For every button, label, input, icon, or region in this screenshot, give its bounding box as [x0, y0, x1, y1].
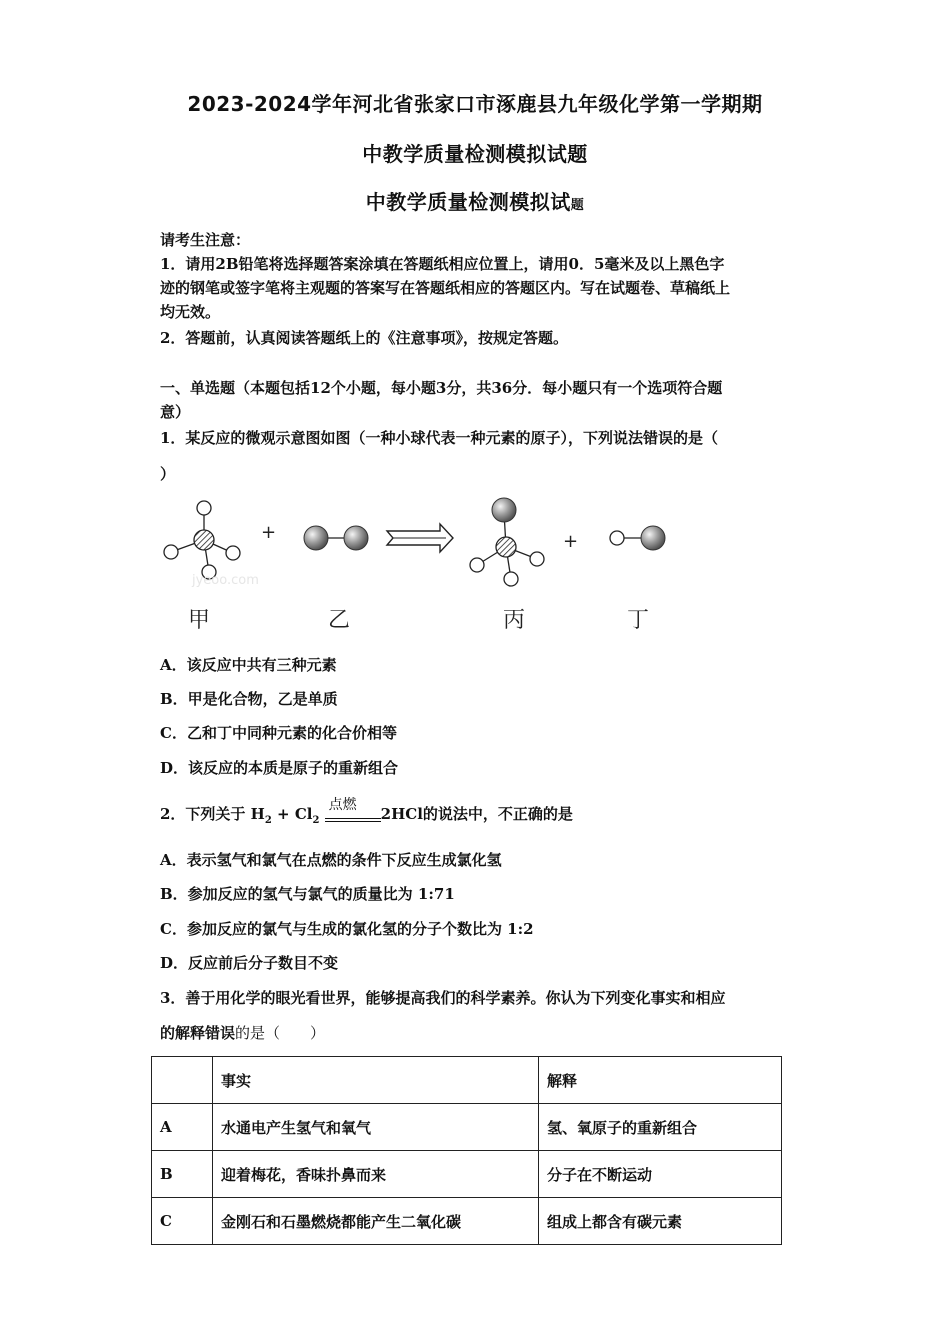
exam-title-line3-small: 题 — [570, 198, 585, 213]
molecule-yi — [304, 526, 368, 550]
table-cell: 组成上都含有碳元素 — [539, 1198, 782, 1245]
notice-heading: 请考生注意： — [160, 231, 251, 249]
table-cell: 氢、氧原子的重新组合 — [539, 1104, 782, 1151]
table-row — [152, 1104, 782, 1151]
reaction-condition — [325, 797, 381, 830]
notice-item1-line3: 均无效。 — [160, 303, 221, 321]
q3-stem-bold: 的解释错误 — [160, 1024, 236, 1042]
table-cell: 分子在不断运动 — [539, 1151, 782, 1198]
molecule-jia — [164, 501, 240, 579]
q2-option-a: A．表示氢气和氯气在点燃的条件下反应生成氯化氢 — [160, 851, 502, 869]
section1-heading-line2: 意） — [160, 403, 191, 421]
table-row — [152, 1198, 782, 1245]
q2-prefix: 2．下列关于 H — [160, 805, 265, 823]
q3-stem-rest: 的是（ ） — [235, 1024, 326, 1042]
notice-item1-line1: 1．请用2B铅笔将选择题答案涂填在答题纸相应位置上，请用0．5毫米及以上黑色字 — [160, 255, 725, 273]
table-header-cell: 事实 — [213, 1057, 539, 1104]
exam-title-line3 — [0, 186, 950, 215]
section1-heading-line1: 一、单选题（本题包括12个小题，每小题3分，共36分．每小题只有一个选项符合题 — [160, 379, 723, 397]
notice-item2: 2．答题前，认真阅读答题纸上的《注意事项》，按规定答题。 — [160, 329, 568, 347]
q1-stem-line2: ） — [160, 465, 176, 483]
q2-sub-h2: 2 — [264, 815, 272, 826]
reaction-condition-text: 点燃 — [328, 797, 357, 813]
q1-stem-line1: 1．某反应的微观示意图如图（一种小球代表一种元素的原子），下列说法错误的是（ — [160, 429, 718, 447]
q1-option-a: A．该反应中共有三种元素 — [160, 656, 337, 674]
exam-title-line2: 中教学质量检测模拟试题 — [362, 142, 588, 166]
q2-suffix: 的说法中，不正确的是 — [422, 805, 573, 823]
q1-option-c: C．乙和丁中同种元素的化合价相等 — [160, 724, 397, 742]
molecule-bing — [470, 498, 544, 586]
plus-sign-2: + — [563, 531, 579, 552]
table-cell: 迎着梅花，香味扑鼻而来 — [213, 1151, 539, 1198]
reaction-diagram — [150, 490, 690, 640]
q2-sub-cl2: 2 — [312, 815, 320, 826]
label-ding: 丁 — [627, 608, 650, 633]
label-jia: 甲 — [188, 608, 211, 633]
q2-mid: + Cl — [271, 805, 313, 823]
table-header-cell — [152, 1057, 213, 1104]
table-cell: B — [152, 1151, 213, 1198]
exam-title-line3-main: 中教学质量检测模拟试 — [365, 190, 571, 214]
table-header-cell: 解释 — [539, 1057, 782, 1104]
diagram-watermark: jyeoo.com — [192, 573, 259, 588]
table-cell: 水通电产生氢气和氧气 — [213, 1104, 539, 1151]
label-bing: 丙 — [503, 608, 526, 633]
q2-product: 2HCl — [380, 805, 423, 823]
reaction-arrow-icon — [387, 524, 453, 552]
table-cell: 金刚石和石墨燃烧都能产生二氧化碳 — [213, 1198, 539, 1245]
exam-title-line1: 2023-2024学年河北省张家口市涿鹿县九年级化学第一学期期 — [187, 92, 763, 116]
q2-stem — [160, 797, 573, 832]
q1-option-d: D．该反应的本质是原子的重新组合 — [160, 759, 399, 777]
molecule-ding — [610, 526, 665, 550]
table-row — [152, 1151, 782, 1198]
q1-option-b: B．甲是化合物，乙是单质 — [160, 690, 338, 708]
q3-table — [151, 1056, 782, 1245]
table-cell: A — [152, 1104, 213, 1151]
q3-stem-line2 — [160, 1021, 792, 1046]
label-yi: 乙 — [328, 608, 351, 633]
table-header-row — [152, 1057, 782, 1104]
q2-option-c: C．参加反应的氯气与生成的氯化氢的分子个数比为 1:2 — [160, 920, 534, 938]
plus-sign-1: + — [261, 522, 277, 543]
q2-option-d: D．反应前后分子数目不变 — [160, 954, 339, 972]
notice-item1-line2: 迹的钢笔或签字笔将主观题的答案写在答题纸相应的答题区内。写在试题卷、草稿纸上 — [160, 279, 731, 297]
q3-stem-line1: 3．善于用化学的眼光看世界，能够提高我们的科学素养。你认为下列变化事实和相应 — [160, 989, 726, 1007]
table-cell: C — [152, 1198, 213, 1245]
q2-option-b: B．参加反应的氢气与氯气的质量比为 1:71 — [160, 885, 455, 903]
